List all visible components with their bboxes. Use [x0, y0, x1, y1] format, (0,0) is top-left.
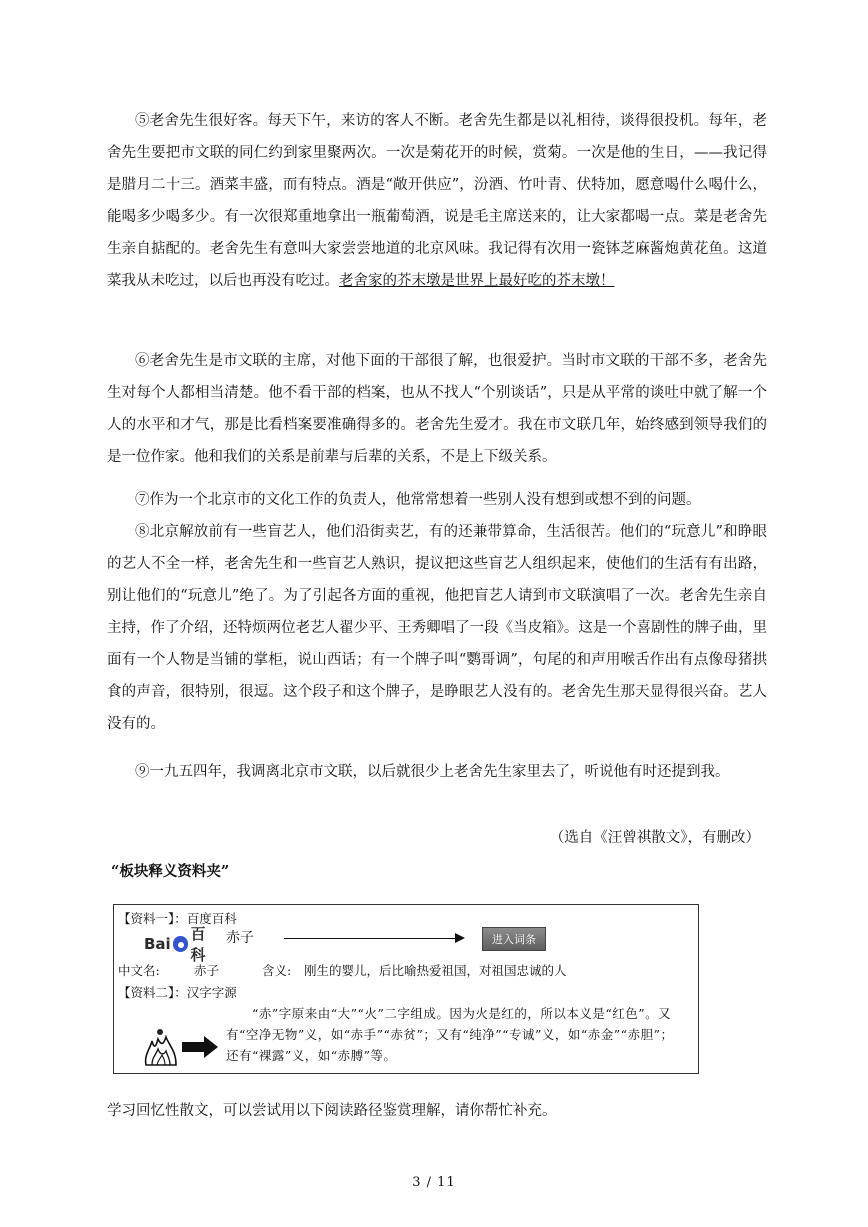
arrow-line	[284, 938, 459, 939]
cn-name-label: 中文名:	[118, 963, 160, 978]
enter-entry-button[interactable]: 进入词条	[482, 927, 546, 951]
page-number: 3 / 11	[412, 1175, 456, 1190]
underlined-sentence: 老舍家的芥末墩是世界上最好吃的芥末墩！	[339, 273, 615, 289]
section-title: “板块释义资料夹”	[111, 863, 230, 880]
arrow-right-bold-icon	[180, 1035, 220, 1059]
source-note: （选自《汪曾祺散文》，有删改）	[549, 830, 760, 846]
term-label: 赤子	[226, 930, 254, 946]
paragraph-8: ⑧北京解放前有一些盲艺人，他们沿街卖艺，有的还兼带算命，生活很苦。他们的“玩意儿”和睁眼的艺人不全一样，老舍先生和一些盲艺人熟识，提议把这些盲艺人组织起来，使他们的生活有有出路，别让他们的“玩意儿”绝了。为了引起各方面的重视，他把盲艺人请到市文联演唱了一次。老舍先生亲自主持，作了介绍，还特烦两位老艺人翟少平、王秀卿唱了一段《当皮箱》。这是一个喜剧性的牌子曲，里面有一个人物是当铺的掌柜，说山西话；有一个牌子叫“鹦哥调”，句尾的和声用喉舌作出有点像母猪拱食的声音，很特别，很逗。这个段子和这个牌子，是睁眼艺人没有的。老舍先生那天显得很兴奋。艺人没有的。	[107, 524, 767, 732]
arrow-right-icon	[455, 933, 465, 943]
paragraph-7: ⑦作为一个北京市的文化工作的负责人，他常常想着一些别人没有想到或想不到的问题。	[135, 492, 701, 508]
material-label-2: 【资料二】：汉字字源	[118, 985, 237, 1000]
etymology-text: “赤”字原来由“大”“火”二字组成。因为火是红的，所以本义是“红色”。又有“空净无物”义，如“赤手”“赤贫”；又有“纯净”“专诚”义，如“赤金”“赤胆”；还有“裸露”义，如“赤膊”等。	[226, 1006, 674, 1063]
paragraph-6: ⑥老舍先生是市文联的主席，对他下面的干部很了解，也很爱护。当时市文联的干部不多，老舍先生对每个人都相当清楚。他不看干部的档案，也从不找人“个别谈话”，只是从平常的谈吐中就了解一个人的水平和才气，那是比看档案要准确得多的。老舍先生爱才。我在市文联几年，始终感到领导我们的是一位作家。他和我们的关系是前辈与后辈的关系，不是上下级关系。	[107, 353, 767, 465]
material-label-1: 【资料一】：百度百科	[118, 911, 237, 926]
fire-glyph-icon	[140, 1025, 184, 1069]
paragraph-5: ⑤老舍先生很好客。每天下午，来访的客人不断。老舍先生都是以礼相待，谈得很投机。每年，老舍先生要把市文联的同仁约到家里聚两次。一次是菊花开的时候，赏菊。一次是他的生日，——我记得是腊月二十三。酒菜丰盛，而有特点。酒是“敞开供应”，汾酒、竹叶青、伏特加，愿意喝什么喝什么，能喝多少喝多少。有一次很郑重地拿出一瓶葡萄酒，说是毛主席送来的，让大家都喝一点。菜是老舍先生亲自掂配的。老舍先生有意叫大家尝尝地道的北京风味。我记得有次用一瓷钵芝麻酱炮黄花鱼。这道菜我从未吃过，以后也再没有吃过。老舍家的芥末墩是世界上最好吃的芥末墩！	[107, 113, 767, 289]
meaning-label: 含义:	[262, 963, 292, 978]
cn-name-value: 赤子	[194, 963, 220, 978]
paw-icon	[173, 936, 189, 952]
tail-instruction: 学习回忆性散文，可以尝试用以下阅读路径鉴赏理解，请你帮忙补充。	[107, 1103, 557, 1119]
paragraph-9: ⑨一九五四年，我调离北京市文联，以后就很少上老舍先生家里去了，听说他有时还提到我。	[135, 764, 730, 780]
material-box	[113, 904, 699, 1074]
baidu-logo: Bai 百科	[144, 925, 206, 964]
meaning-value: 刚生的婴儿，后比喻热爱祖国，对祖国忠诚的人	[304, 963, 567, 978]
